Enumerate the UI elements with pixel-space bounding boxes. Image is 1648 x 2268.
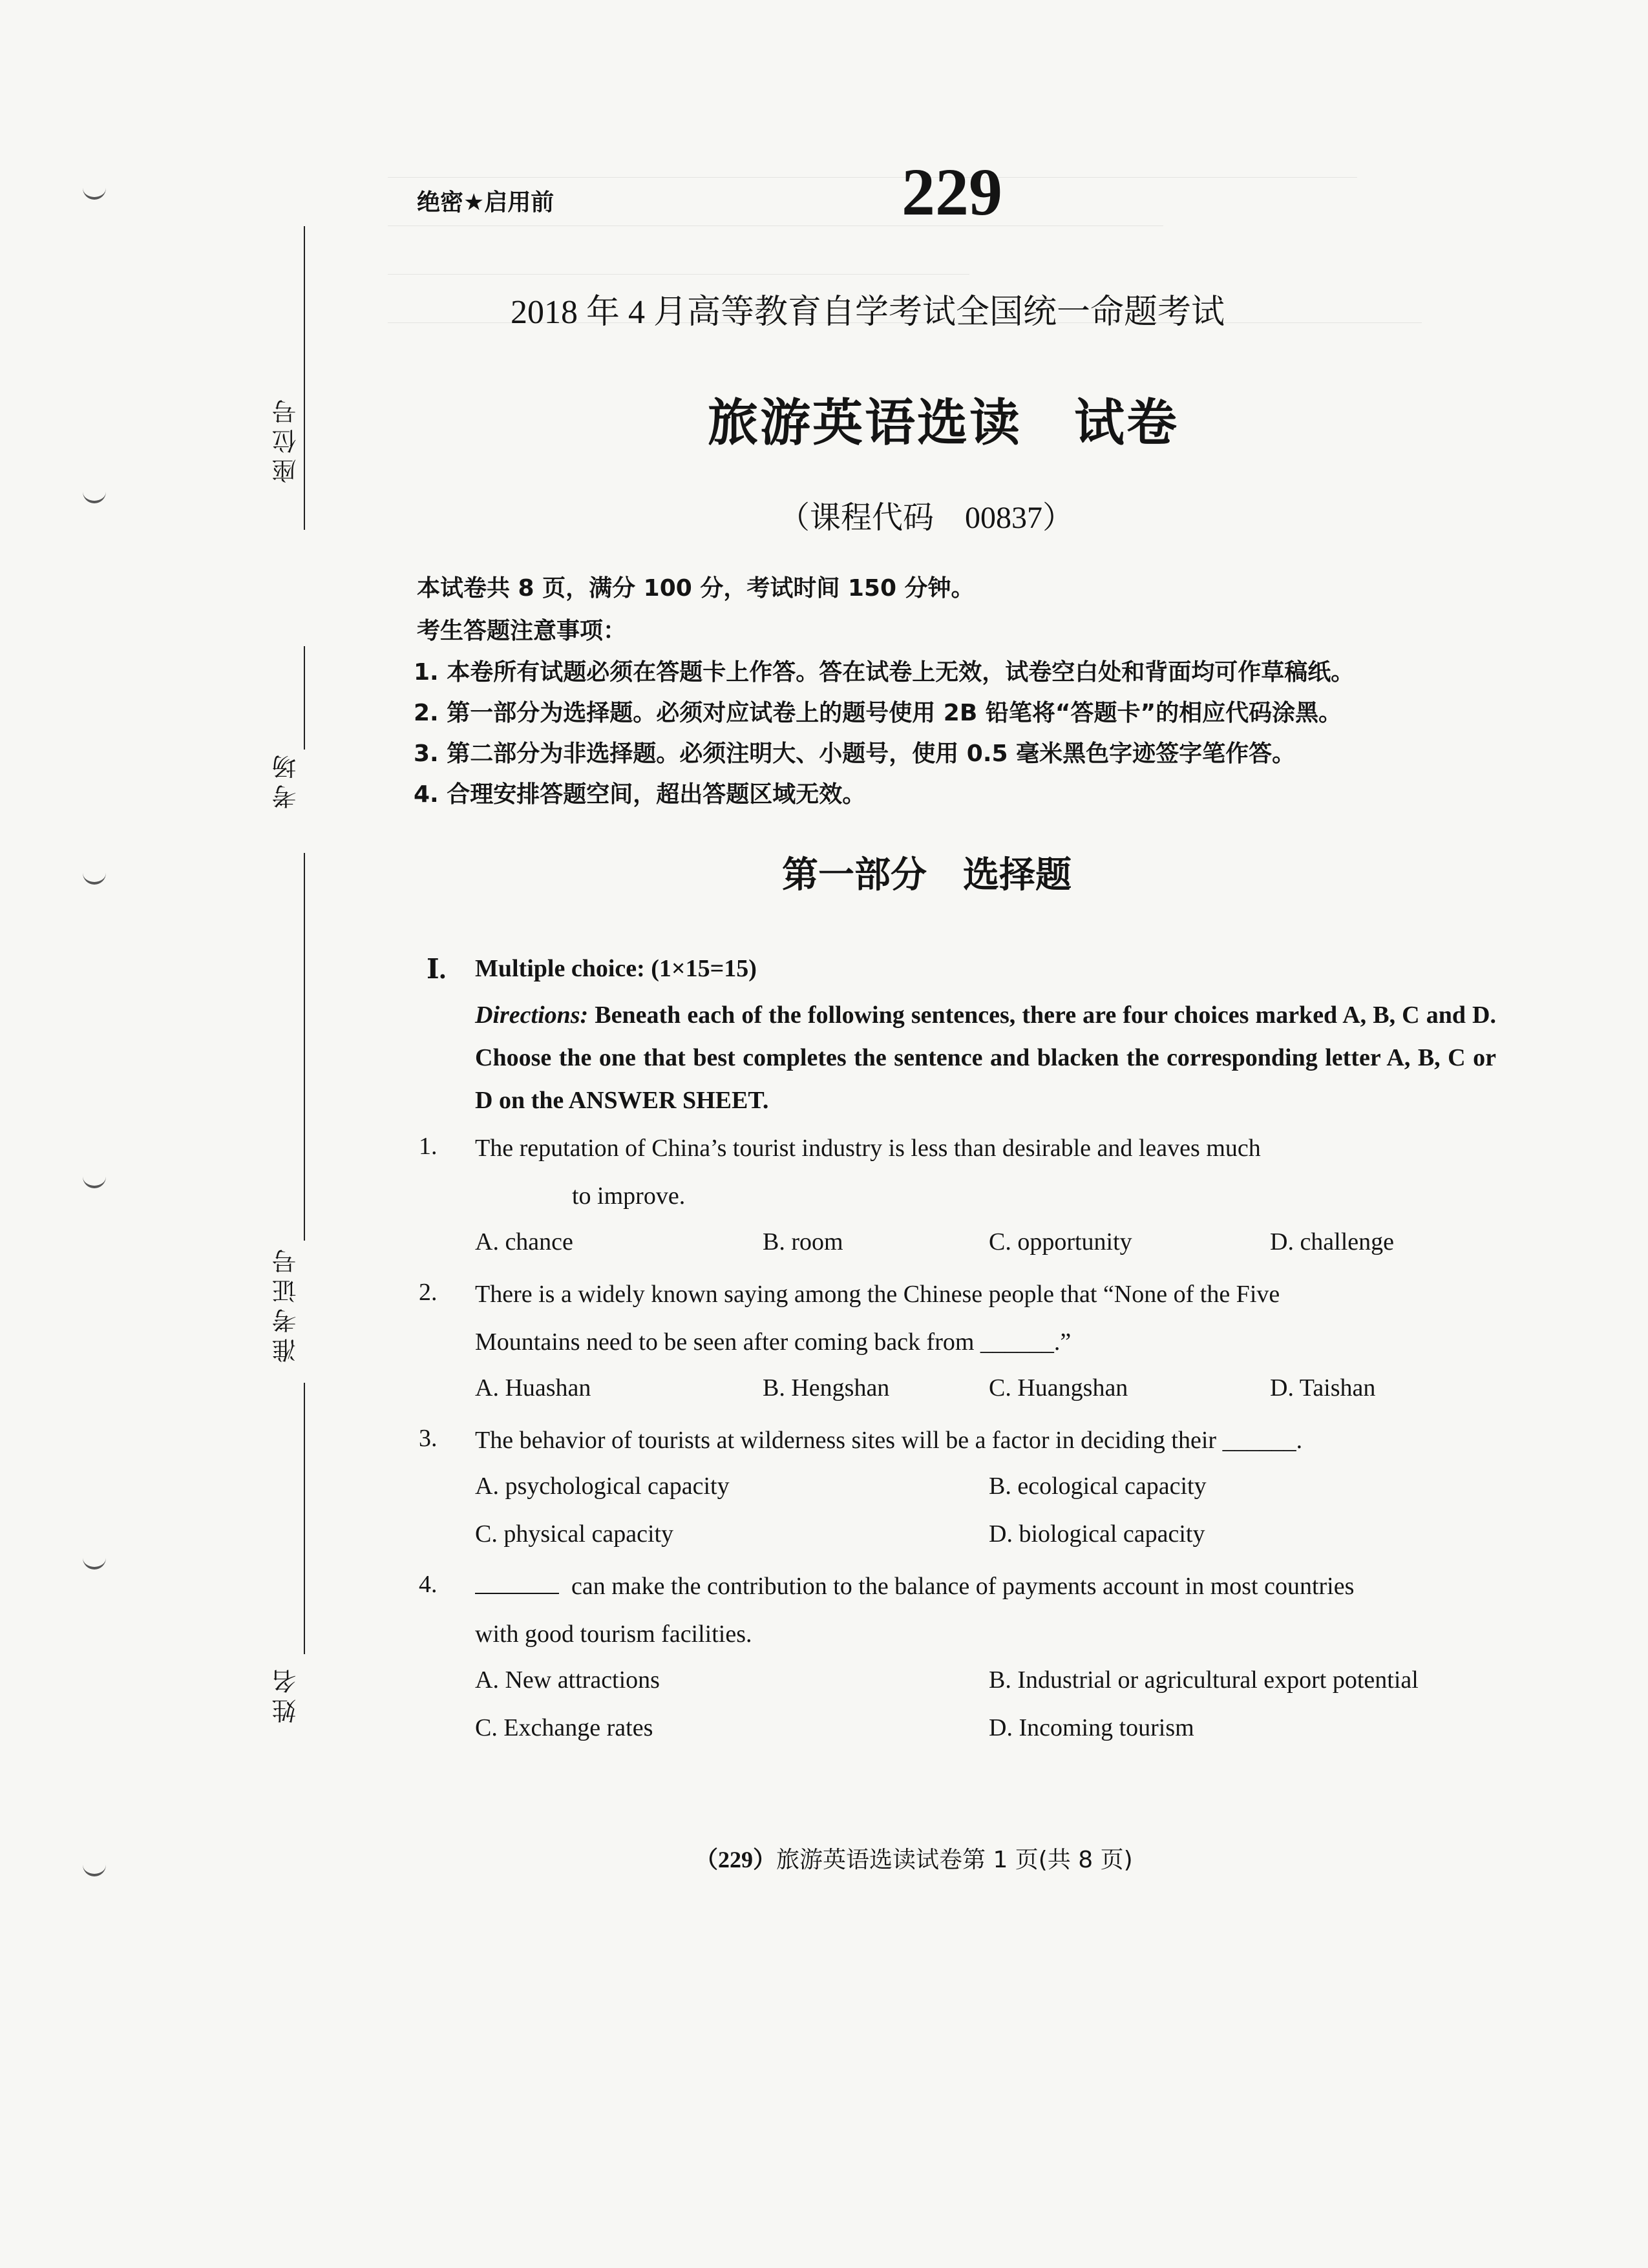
option[interactable]: C. Exchange rates (475, 1714, 653, 1741)
notice-item: 1. 本卷所有试题必须在答题卡上作答。答在试卷上无效，试卷空白处和背面均可作草稿纸。 (414, 659, 1355, 686)
seat-number-label: 座位号 (272, 394, 301, 483)
option[interactable]: D. challenge (1270, 1228, 1395, 1255)
option[interactable]: A. Huashan (475, 1374, 591, 1402)
option[interactable]: B. room (763, 1228, 843, 1255)
option[interactable]: B. Industrial or agricultural export potential (989, 1666, 1419, 1694)
sidebar-line (304, 1383, 305, 1654)
option[interactable]: C. Huangshan (989, 1374, 1128, 1402)
question-text (475, 1270, 1496, 1366)
question-line: with good tourism facilities. (475, 1621, 752, 1648)
question-line: Mountains need to be seen after coming back from ______.” (475, 1328, 1072, 1356)
option[interactable]: D. Incoming tourism (989, 1714, 1194, 1741)
name-label: 姓名 (272, 1664, 301, 1723)
question-line: The behavior of tourists at wilderness sites will be a factor in deciding their ______. (475, 1427, 1303, 1454)
ticket-number-label: 准考证号 (272, 1244, 301, 1363)
footer-code: （229） (695, 1847, 777, 1873)
sidebar-line (304, 646, 305, 750)
paper-info: 本试卷共 8 页，满分 100 分，考试时间 150 分钟。 (417, 575, 975, 602)
directions-text (475, 994, 1496, 1122)
notice-item: 2. 第一部分为选择题。必须对应试卷上的题号使用 2B 铅笔将“答题卡”的相应代码涂黑。 (414, 700, 1342, 726)
paper-code: 229 (902, 155, 1002, 229)
notice-item: 3. 第二部分为非选择题。必须注明大、小题号，使用 0.5 毫米黑色字迹签字笔作答。 (414, 740, 1296, 767)
binding-hole-mark (83, 1861, 106, 1876)
question-number: 3. (419, 1425, 438, 1452)
option[interactable]: D. Taishan (1270, 1374, 1376, 1402)
sidebar-line (304, 853, 305, 1241)
course-code: （课程代码 00837） (779, 501, 1074, 535)
part-title: 第一部分 选择题 (782, 854, 1072, 896)
binding-hole-mark (83, 184, 106, 200)
directions-body: Beneath each of the following sentences, there are four choices marked A, B, C and D. Choose the one that best completes the sentence and blacken the corresponding letter A, B, C or D on the ANSWER SHEET. (475, 1002, 1496, 1114)
binding-hole-mark (83, 1554, 106, 1570)
option[interactable]: A. chance (475, 1228, 573, 1255)
option[interactable]: C. opportunity (989, 1228, 1132, 1255)
question-text (475, 1124, 1496, 1220)
sidebar-line (304, 226, 305, 530)
confidential-label: 绝密★启用前 (417, 189, 555, 216)
binding-hole-mark (83, 1173, 106, 1188)
option[interactable]: B. ecological capacity (989, 1473, 1207, 1500)
option[interactable]: D. biological capacity (989, 1520, 1205, 1548)
notice-item: 4. 合理安排答题空间，超出答题区域无效。 (414, 781, 866, 808)
question-line: The reputation of China’s tourist industry is less than desirable and leaves much (475, 1135, 1261, 1162)
option[interactable]: A. New attractions (475, 1666, 660, 1694)
question-number: 1. (419, 1133, 438, 1160)
answer-blank (475, 1573, 559, 1594)
question-line: can make the contribution to the balance of payments account in most countries (475, 1562, 1496, 1610)
question-text (475, 1562, 1496, 1658)
binding-hole-mark (83, 869, 106, 885)
page-footer (695, 1842, 1133, 1874)
notice-title: 考生答题注意事项： (417, 618, 627, 644)
question-number: 2. (419, 1279, 438, 1306)
option[interactable]: A. psychological capacity (475, 1473, 730, 1500)
question-text (475, 1416, 1496, 1464)
directions-label: Directions: (475, 1002, 589, 1029)
question-line: There is a widely known saying among the Chinese people that “None of the Five (475, 1281, 1280, 1308)
section-label: Multiple choice: (1×15=15) (475, 955, 757, 982)
subject-title: 旅游英语选读 试卷 (708, 394, 1179, 452)
question-number: 4. (419, 1571, 438, 1598)
exam-room-label: 考场 (272, 750, 301, 809)
option[interactable]: B. Hengshan (763, 1374, 890, 1402)
section-number: Ⅰ. (427, 955, 447, 985)
binding-hole-mark (83, 488, 106, 503)
exam-title: 2018 年 4 月高等教育自学考试全国统一命题考试 (511, 294, 1225, 331)
footer-text: 旅游英语选读试卷第 1 页(共 8 页) (776, 1847, 1133, 1873)
option[interactable]: C. physical capacity (475, 1520, 674, 1548)
question-line: to improve. (572, 1182, 686, 1210)
